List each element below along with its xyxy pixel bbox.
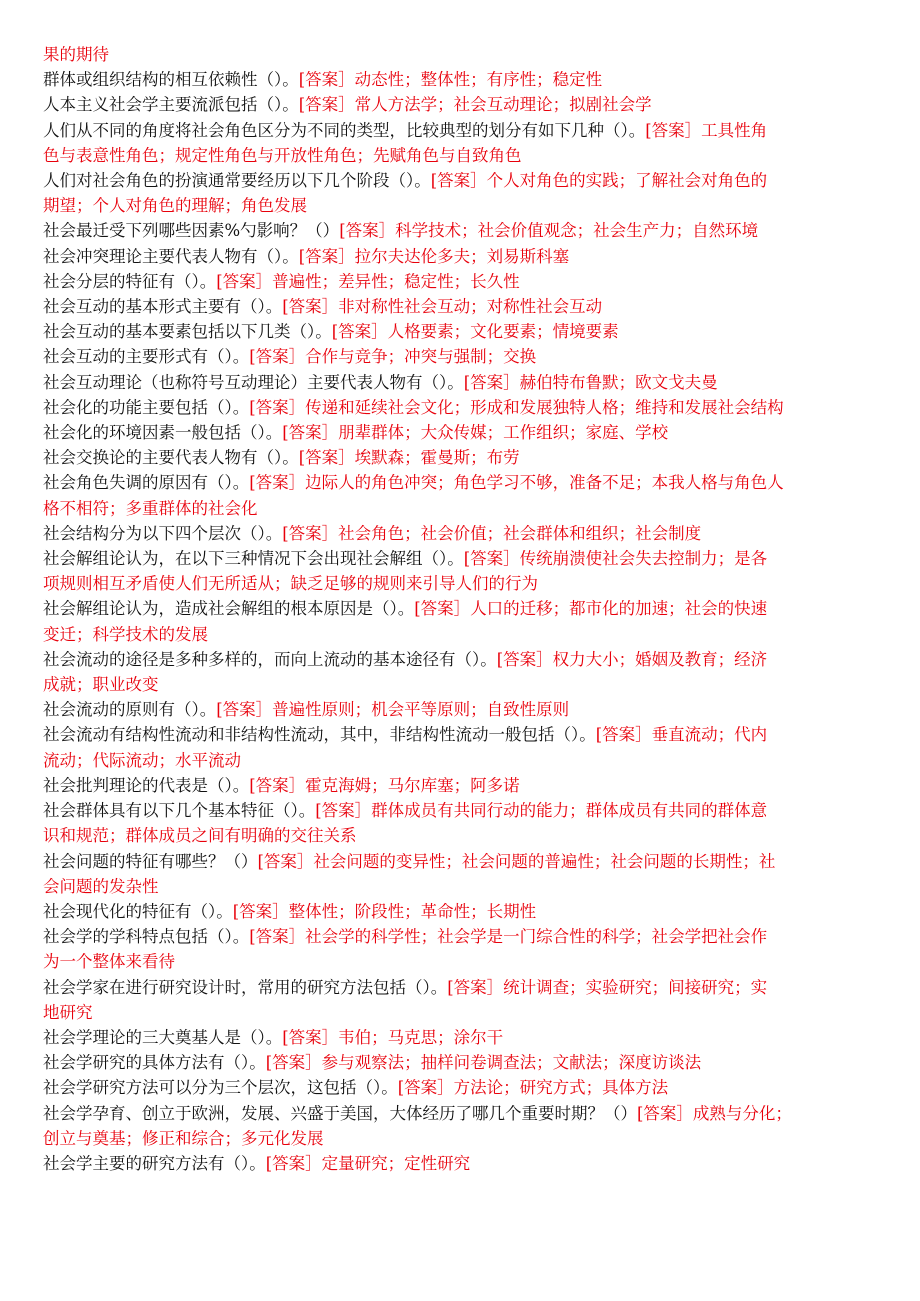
text-line bbox=[43, 218, 884, 243]
question-text: 社会现代化的特征有（）。 bbox=[43, 901, 233, 921]
question-text: 社会问题的特征有哪些？（） bbox=[43, 851, 258, 871]
question-text: 社会学的学科特点包括（）。 bbox=[43, 927, 250, 947]
text-line bbox=[43, 596, 884, 621]
answer-text: [答案］权力大小；婚姻及教育；经济 bbox=[496, 649, 768, 669]
question-text: 社会结构分为以下四个层次（）。 bbox=[43, 523, 283, 543]
question-text: 人们从不同的角度将社会角色区分为不同的类型，比较典型的划分有如下几种（）。 bbox=[43, 120, 646, 140]
answer-text: [答案］垂直流动；代内 bbox=[595, 725, 768, 745]
text-line bbox=[43, 722, 884, 747]
answer-text: 格不相符；多重群体的社会化 bbox=[43, 498, 258, 518]
question-text: 社会化的功能主要包括（）。 bbox=[43, 397, 250, 417]
answer-text: [答案］整体性；阶段性；革命性；长期性 bbox=[232, 901, 537, 921]
text-line bbox=[43, 823, 884, 848]
text-line bbox=[43, 798, 884, 823]
question-text: 社会互动的基本要素包括以下几类（）。 bbox=[43, 322, 332, 342]
text-line bbox=[43, 924, 884, 949]
answer-text: [答案］朋辈群体；大众传媒；工作组织；家庭、学校 bbox=[282, 423, 669, 443]
answer-text: [答案］动态性；整体性；有序性；稳定性 bbox=[298, 70, 603, 90]
answer-text: [答案］科学技术；社会价值观念；社会生产力；自然环境 bbox=[339, 221, 759, 241]
text-line bbox=[43, 244, 884, 269]
text-line bbox=[43, 1151, 884, 1176]
answer-text: [答案］常人方法学；社会互动理论；拟剧社会学 bbox=[298, 95, 652, 115]
text-line bbox=[43, 949, 884, 974]
answer-text: [答案］赫伯特布鲁默；欧文戈夫曼 bbox=[463, 372, 718, 392]
text-line bbox=[43, 143, 884, 168]
text-line bbox=[43, 420, 884, 445]
question-text: 社会解组论认为，造成社会解组的根本原因是（）。 bbox=[43, 599, 415, 619]
answer-text: 变迁；科学技术的发展 bbox=[43, 624, 208, 644]
text-line bbox=[43, 1050, 884, 1075]
answer-text: [答案］人口的迁移；都市化的加速；社会的快速 bbox=[414, 599, 768, 619]
answer-text: [答案］传递和延续社会文化；形成和发展独特人格；维持和发展社会结构 bbox=[249, 397, 784, 417]
answer-text: 果的期待 bbox=[43, 45, 109, 64]
answer-text: 会问题的发杂性 bbox=[43, 876, 159, 896]
question-text: 社会互动的基本形式主要有（）。 bbox=[43, 297, 283, 317]
question-text: 人本主义社会学主要流派包括（）。 bbox=[43, 95, 299, 115]
answer-text: [答案］普遍性原则；机会平等原则；自致性原则 bbox=[216, 700, 570, 720]
text-line bbox=[43, 193, 884, 218]
text-line bbox=[43, 748, 884, 773]
text-line bbox=[43, 849, 884, 874]
answer-text: 为一个整体来看待 bbox=[43, 952, 175, 972]
text-line bbox=[43, 521, 884, 546]
question-text: 社会最迁受下列哪些因素%勺影响？（） bbox=[43, 221, 340, 241]
question-text: 社会群体具有以下几个基本特征（）。 bbox=[43, 801, 316, 821]
text-line bbox=[43, 319, 884, 344]
text-line bbox=[43, 874, 884, 899]
answer-text: [答案］工具性角 bbox=[645, 120, 768, 140]
text-line bbox=[43, 647, 884, 672]
answer-text: [答案］合作与竞争；冲突与强制；交换 bbox=[249, 347, 537, 367]
text-line bbox=[43, 344, 884, 369]
text-line bbox=[43, 496, 884, 521]
text-line bbox=[43, 773, 884, 798]
text-line bbox=[43, 118, 884, 143]
answer-text: [答案］人格要素；文化要素；情境要素 bbox=[331, 322, 619, 342]
text-line bbox=[43, 470, 884, 495]
question-text: 社会学孕育、创立于欧洲，发展、兴盛于美国，大体经历了哪几个重要时期？（） bbox=[43, 1103, 637, 1123]
text-line bbox=[43, 370, 884, 395]
text-line bbox=[43, 672, 884, 697]
answer-text: 色与表意性角色；规定性角色与开放性角色；先赋角色与自致角色 bbox=[43, 145, 522, 165]
answer-text: 识和规范；群体成员之间有明确的交往关系 bbox=[43, 826, 357, 846]
answer-text: [答案］边际人的角色冲突；角色学习不够，准备不足；本我人格与角色人 bbox=[249, 473, 784, 493]
text-line bbox=[43, 445, 884, 470]
answer-text: [答案］方法论；研究方式；具体方法 bbox=[397, 1078, 669, 1098]
text-line bbox=[43, 622, 884, 647]
answer-text: [答案］拉尔夫达伦多夫；刘易斯科塞 bbox=[298, 246, 570, 266]
question-text: 人们对社会角色的扮演通常要经历以下几个阶段（）。 bbox=[43, 171, 431, 191]
text-line bbox=[43, 92, 884, 117]
answer-text: [答案］个人对角色的实践；了解社会对角色的 bbox=[430, 171, 768, 191]
question-text: 社会角色失调的原因有（）。 bbox=[43, 473, 250, 493]
answer-text: [答案］参与观察法；抽样问卷调查法；文献法；深度访谈法 bbox=[265, 1053, 702, 1073]
question-text: 社会学家在进行研究设计时，常用的研究方法包括（）。 bbox=[43, 977, 448, 997]
text-line bbox=[43, 42, 884, 67]
question-text: 社会互动的主要形式有（）。 bbox=[43, 347, 250, 367]
text-line bbox=[43, 546, 884, 571]
text-line bbox=[43, 294, 884, 319]
answer-text: 流动；代际流动；水平流动 bbox=[43, 750, 241, 770]
answer-text: 成就；职业改变 bbox=[43, 675, 159, 695]
question-text: 社会学研究方法可以分为三个层次，这包括（）。 bbox=[43, 1078, 398, 1098]
question-text: 社会互动理论（也称符号互动理论）主要代表人物有（）。 bbox=[43, 372, 464, 392]
text-line bbox=[43, 975, 884, 1000]
question-text: 社会流动的途径是多种多样的，而向上流动的基本途径有（）。 bbox=[43, 649, 497, 669]
question-text: 社会解组论认为，在以下三种情况下会出现社会解组（）。 bbox=[43, 549, 464, 569]
text-line bbox=[43, 1075, 884, 1100]
answer-text: [答案］社会学的科学性；社会学是一门综合性的科学；社会学把社会作 bbox=[249, 927, 768, 947]
answer-text: 创立与奠基；修正和综合；多元化发展 bbox=[43, 1128, 324, 1148]
text-line bbox=[43, 571, 884, 596]
answer-text: 项规则相互矛盾使人们无所适从；缺乏足够的规则来引导人们的行为 bbox=[43, 574, 538, 594]
question-text: 社会交换论的主要代表人物有（）。 bbox=[43, 448, 299, 468]
answer-text: [答案］定量研究；定性研究 bbox=[265, 1153, 471, 1173]
question-text: 社会流动的原则有（）。 bbox=[43, 700, 217, 720]
text-line bbox=[43, 697, 884, 722]
text-line bbox=[43, 67, 884, 92]
text-line bbox=[43, 168, 884, 193]
answer-text: 期望；个人对角色的理解；角色发展 bbox=[43, 196, 307, 216]
answer-text: [答案］霍克海姆；马尔库塞；阿多诺 bbox=[249, 775, 520, 795]
answer-text: [答案］成熟与分化； bbox=[637, 1103, 792, 1123]
question-text: 社会学理论的三大奠基人是（）。 bbox=[43, 1027, 283, 1047]
text-line bbox=[43, 1000, 884, 1025]
answer-text: [答案］非对称性社会互动；对称性社会互动 bbox=[282, 297, 603, 317]
answer-text: [答案］统计调查；实验研究；间接研究；实 bbox=[447, 977, 768, 997]
question-text: 社会批判理论的代表是（）。 bbox=[43, 775, 250, 795]
question-text: 社会学研究的具体方法有（）。 bbox=[43, 1053, 266, 1073]
question-text: 社会分层的特征有（）。 bbox=[43, 271, 217, 291]
question-text: 社会流动有结构性流动和非结构性流动，其中，非结构性流动一般包括（）。 bbox=[43, 725, 596, 745]
answer-text: 地研究 bbox=[43, 1002, 93, 1022]
answer-text: [答案］传统崩溃使社会失去控制力；是各 bbox=[463, 549, 768, 569]
question-text: 社会化的环境因素一般包括（）。 bbox=[43, 423, 283, 443]
question-text: 群体或组织结构的相互依赖性（）。 bbox=[43, 70, 299, 90]
text-line bbox=[43, 395, 884, 420]
question-text: 社会冲突理论主要代表人物有（）。 bbox=[43, 246, 299, 266]
text-line bbox=[43, 1126, 884, 1151]
text-line bbox=[43, 269, 884, 294]
text-line bbox=[43, 1025, 884, 1050]
answer-text: [答案］社会角色；社会价值；社会群体和组织；社会制度 bbox=[282, 523, 702, 543]
answer-text: [答案］埃默森；霍曼斯；布劳 bbox=[298, 448, 520, 468]
question-text: 社会学主要的研究方法有（）。 bbox=[43, 1153, 266, 1173]
answer-text: [答案］韦伯；马克思；涂尔干 bbox=[282, 1027, 504, 1047]
answer-text: [答案］社会问题的变异性；社会问题的普遍性；社会问题的长期性；社 bbox=[257, 851, 776, 871]
text-line bbox=[43, 1101, 884, 1126]
answer-text: [答案］普遍性；差异性；稳定性；长久性 bbox=[216, 271, 520, 291]
text-line bbox=[43, 899, 884, 924]
answer-text: [答案］群体成员有共同行动的能力；群体成员有共同的群体意 bbox=[315, 801, 768, 821]
